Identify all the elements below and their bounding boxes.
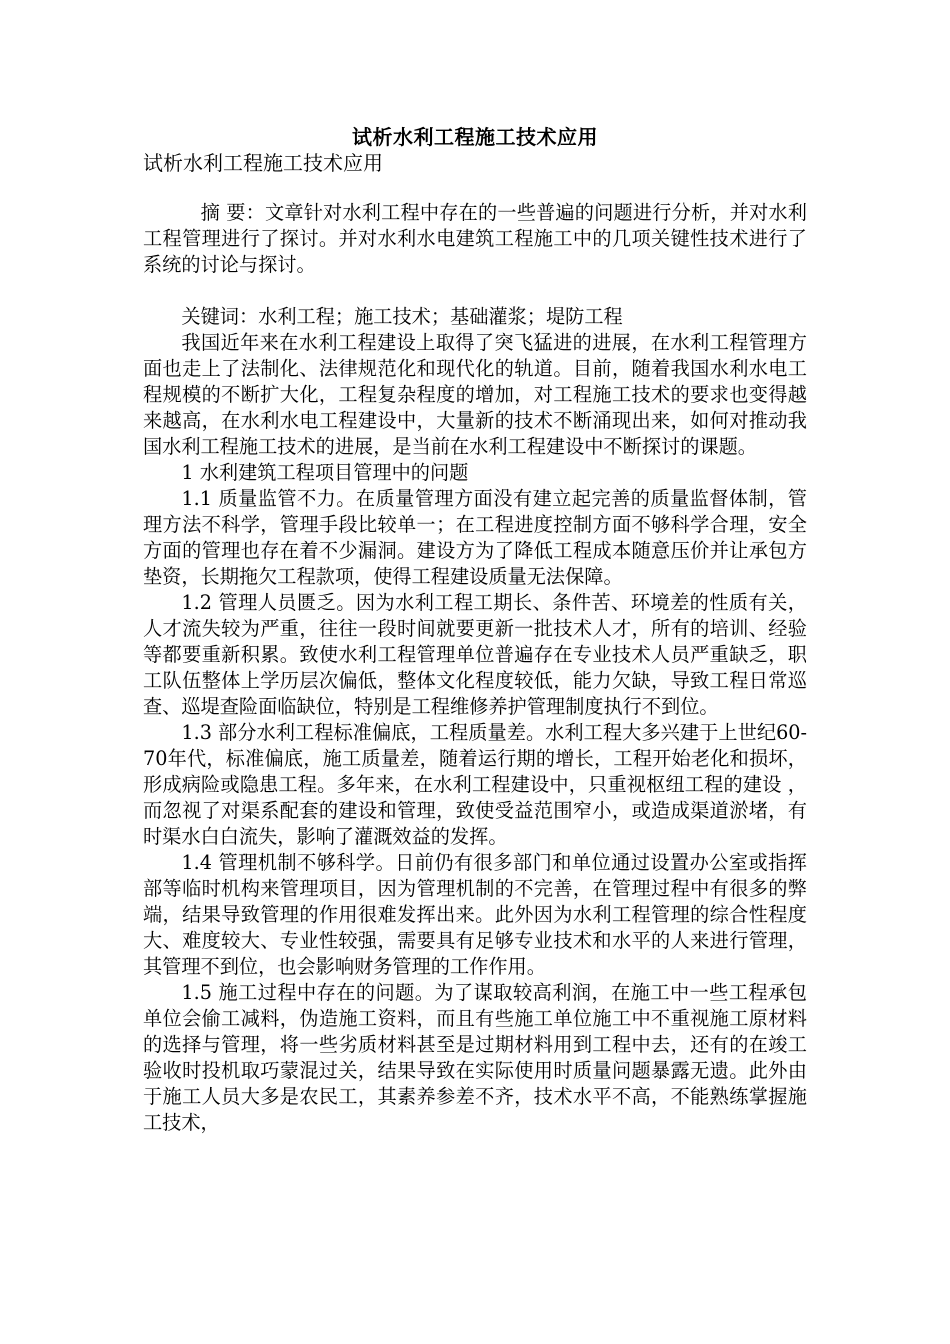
intro-paragraph: 我国近年来在水利工程建设上取得了突飞猛进的进展，在水利工程管理方面也走上了法制化、法律规范化和现代化的轨道。目前，随着我国水利水电工程规模的不断扩大化，工程复杂程度的增加，对工程施工技术的要求也变得越来越高，在水利水电工程建设中，大量新的技术不断涌现出来，如何对推动我国水利工程施工技术的进展，是当前在水利工程建设中不断探讨的课题。	[143, 331, 807, 458]
subsection-1-2-paragraph: 1.2 管理人员匮乏。因为水利工程工期长、条件苦、环境差的性质有关，人才流失较为严重，往往一段时间就要更新一批技术人才，所有的培训、经验等都要重新积累。致使水利工程管理单位普遍存在专业技术人员严重缺乏，职工队伍整体上学历层次偏低，整体文化程度较低，能力欠缺，导致工程日常巡查、巡堤查险面临缺位，特别是工程维修养护管理制度执行不到位。	[143, 591, 807, 718]
section-heading: 1 水利建筑工程项目管理中的问题	[181, 461, 469, 484]
subsection-1-3-paragraph: 1.3 部分水利工程标准偏底，工程质量差。水利工程大多兴建于上世纪60-70年代，标准偏底，施工质量差，随着运行期的增长，工程开始老化和损坏，形成病险或隐患工程。多年来，在水利工程建设中，只重视枢纽工程的建设 ，而忽视了对渠系配套的建设和管理，致使受益范围窄小，或造成渠道淤堵，有时渠水白白流失，影响了灌溉效益的发挥。	[143, 721, 807, 848]
document-title: 试析水利工程施工技术应用	[352, 125, 598, 149]
document-subtitle: 试析水利工程施工技术应用	[143, 151, 383, 175]
subsection-1-1-paragraph: 1.1 质量监管不力。在质量管理方面没有建立起完善的质量监督体制，管理方法不科学，管理手段比较单一；在工程进度控制方面不够科学合理，安全方面的管理也存在着不少漏洞。建设方为了降低工程成本随意压价并让承包方垫资，长期拖欠工程款项，使得工程建设质量无法保障。	[143, 487, 807, 588]
subsection-1-5-paragraph: 1.5 施工过程中存在的问题。为了谋取较高利润，在施工中一些工程承包单位会偷工减料，伪造施工资料，而且有些施工单位施工中不重视施工原材料的选择与管理，将一些劣质材料甚至是过期材料用到工程中去，还有的在竣工验收时投机取巧蒙混过关，结果导致在实际使用时质量问题暴露无遗。此外由于施工人员大多是农民工，其素养参差不齐，技术水平不高，不能熟练掌握施工技术，	[143, 981, 807, 1134]
subsection-1-4-paragraph: 1.4 管理机制不够科学。日前仍有很多部门和单位通过设置办公室或指挥部等临时机构来管理项目，因为管理机制的不完善，在管理过程中有很多的弊端，结果导致管理的作用很难发挥出来。此外因为水利工程管理的综合性程度大、难度较大、专业性较强，需要具有足够专业技术和水平的人来进行管理，其管理不到位，也会影响财务管理的工作作用。	[143, 851, 807, 978]
keywords-line: 关键词：水利工程；施工技术；基础灌浆；堤防工程	[181, 305, 623, 328]
abstract-paragraph: 摘 要：文章针对水利工程中存在的一些普遍的问题进行分析，并对水利工程管理进行了探讨。并对水利水电建筑工程施工中的几项关键性技术进行了系统的讨论与探讨。	[143, 201, 807, 276]
document-body	[143, 200, 807, 1136]
